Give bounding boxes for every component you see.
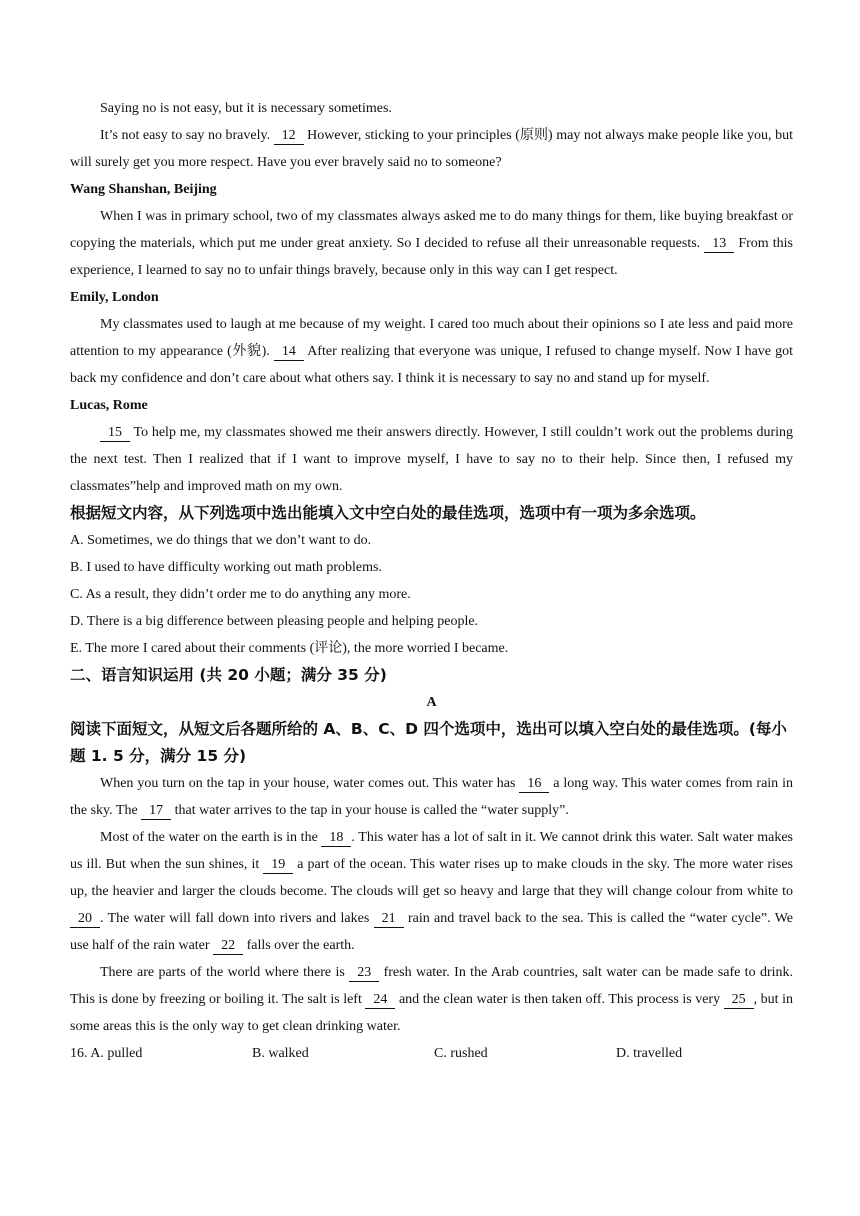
paragraph-water-1: When you turn on the tap in your house, water comes out. This water has 16 a long way. This water comes from rain in the sky. The 17 that water arrives to the tap in your house is called the “water supply”. xyxy=(70,776,793,818)
question-16-choices xyxy=(70,1040,793,1067)
paragraph-water-3: There are parts of the world where there is 23 fresh water. In the Arab countries, salt water can be made safe to drink. This is done by freezing or boiling it. The salt is left 24 and the clean water is then taken off. This process is very 25 , but in some areas this is the only way to get clean drinking water. xyxy=(70,965,794,1034)
blank-14: 14 xyxy=(274,344,304,361)
instruction-part2: 阅读下面短文，从短文后各题所给的 A、B、C、D 四个选项中，选出可以填入空白处的最佳选项。(每小题 1. 5 分，满分 15 分) xyxy=(70,720,787,765)
instruction-part1: 根据短文内容，从下列选项中选出能填入文中空白处的最佳选项，选项中有一项为多余选项。 xyxy=(70,504,706,522)
intro-line: Saying no is not easy, but it is necessary sometimes. xyxy=(100,101,392,116)
option-c: C. As a result, they didn’t order me to do anything any more. xyxy=(70,587,411,602)
option-b: B. I used to have difficulty working out math problems. xyxy=(70,560,382,575)
blank-23: 23 xyxy=(349,965,379,982)
sub-title: A xyxy=(426,695,437,710)
blank-19: 19 xyxy=(263,857,293,874)
option-a: A. Sometimes, we do things that we don’t want to do. xyxy=(70,533,372,548)
blank-12: 12 xyxy=(274,128,304,145)
blank-25: 25 xyxy=(724,992,754,1009)
choice-16-c: C. rushed xyxy=(434,1046,488,1061)
choice-16-b: B. walked xyxy=(252,1046,309,1061)
paragraph-water-2: Most of the water on the earth is in the 18 . This water has a lot of salt in it. We cannot drink this water. Salt water makes us ill. But when the sun shines, it 19 a part of the ocean. This water rises up to make clouds in the sky. The more water rises up, the heavier and larger the clouds become. The clouds will get so heavy and large that they will change colour from white to 20 . The water will fall down into rivers and lakes 21 rain and travel back to the sea. This is called the “water cycle”. We use half of the rain water 22 falls over the earth. xyxy=(70,830,793,953)
paragraph-lucas: 15 To help me, my classmates showed me their answers directly. However, I still couldn’t work out the problems during the next test. Then I realized that if I want to improve myself, I have to say no to their help. Since then, I refused my classmates”help and improved math on my own. xyxy=(70,425,793,494)
option-d: D. There is a big difference between pleasing people and helping people. xyxy=(70,614,479,629)
exam-page xyxy=(70,95,793,1067)
option-e: E. The more I cared about their comments (评论), the more worried I became. xyxy=(70,641,509,656)
choice-16-d: D. travelled xyxy=(616,1046,683,1061)
blank-15: 15 xyxy=(100,425,130,442)
paragraph-emily: My classmates used to laugh at me because of my weight. I cared too much about their opinions so I ate less and paid more attention to my appearance (外貌). 14 After realizing that everyone was unique, I refused to change myself. Now I have got back my confidence and don’t care about what others say. I think it is necessary to say no and stand up for myself. xyxy=(70,317,793,386)
writer-name-3: Lucas, Rome xyxy=(70,398,148,413)
blank-24: 24 xyxy=(365,992,395,1009)
blank-17: 17 xyxy=(141,803,171,820)
blank-13: 13 xyxy=(704,236,734,253)
blank-22: 22 xyxy=(213,938,243,955)
writer-name-1: Wang Shanshan, Beijing xyxy=(70,182,217,197)
blank-16: 16 xyxy=(519,776,549,793)
writer-name-2: Emily, London xyxy=(70,290,159,305)
paragraph-intro: It’s not easy to say no bravely. 12 However, sticking to your principles (原则) may not always make people like you, but will surely get you more respect. Have you ever bravely said no to someone? xyxy=(70,128,793,170)
paragraph-wang: When I was in primary school, two of my classmates always asked me to do many things for them, like buying breakfast or copying the materials, which put me under great anxiety. So I decided to refuse all their unreasonable requests. 13 From this experience, I learned to say no to unfair things bravely, because only in this way can I get respect. xyxy=(70,209,793,278)
blank-20: 20 xyxy=(70,911,100,928)
blank-21: 21 xyxy=(374,911,404,928)
blank-18: 18 xyxy=(321,830,351,847)
choice-16-a: 16. A. pulled xyxy=(70,1046,143,1061)
section-title: 二、语言知识运用 (共 20 小题；满分 35 分) xyxy=(70,666,387,684)
